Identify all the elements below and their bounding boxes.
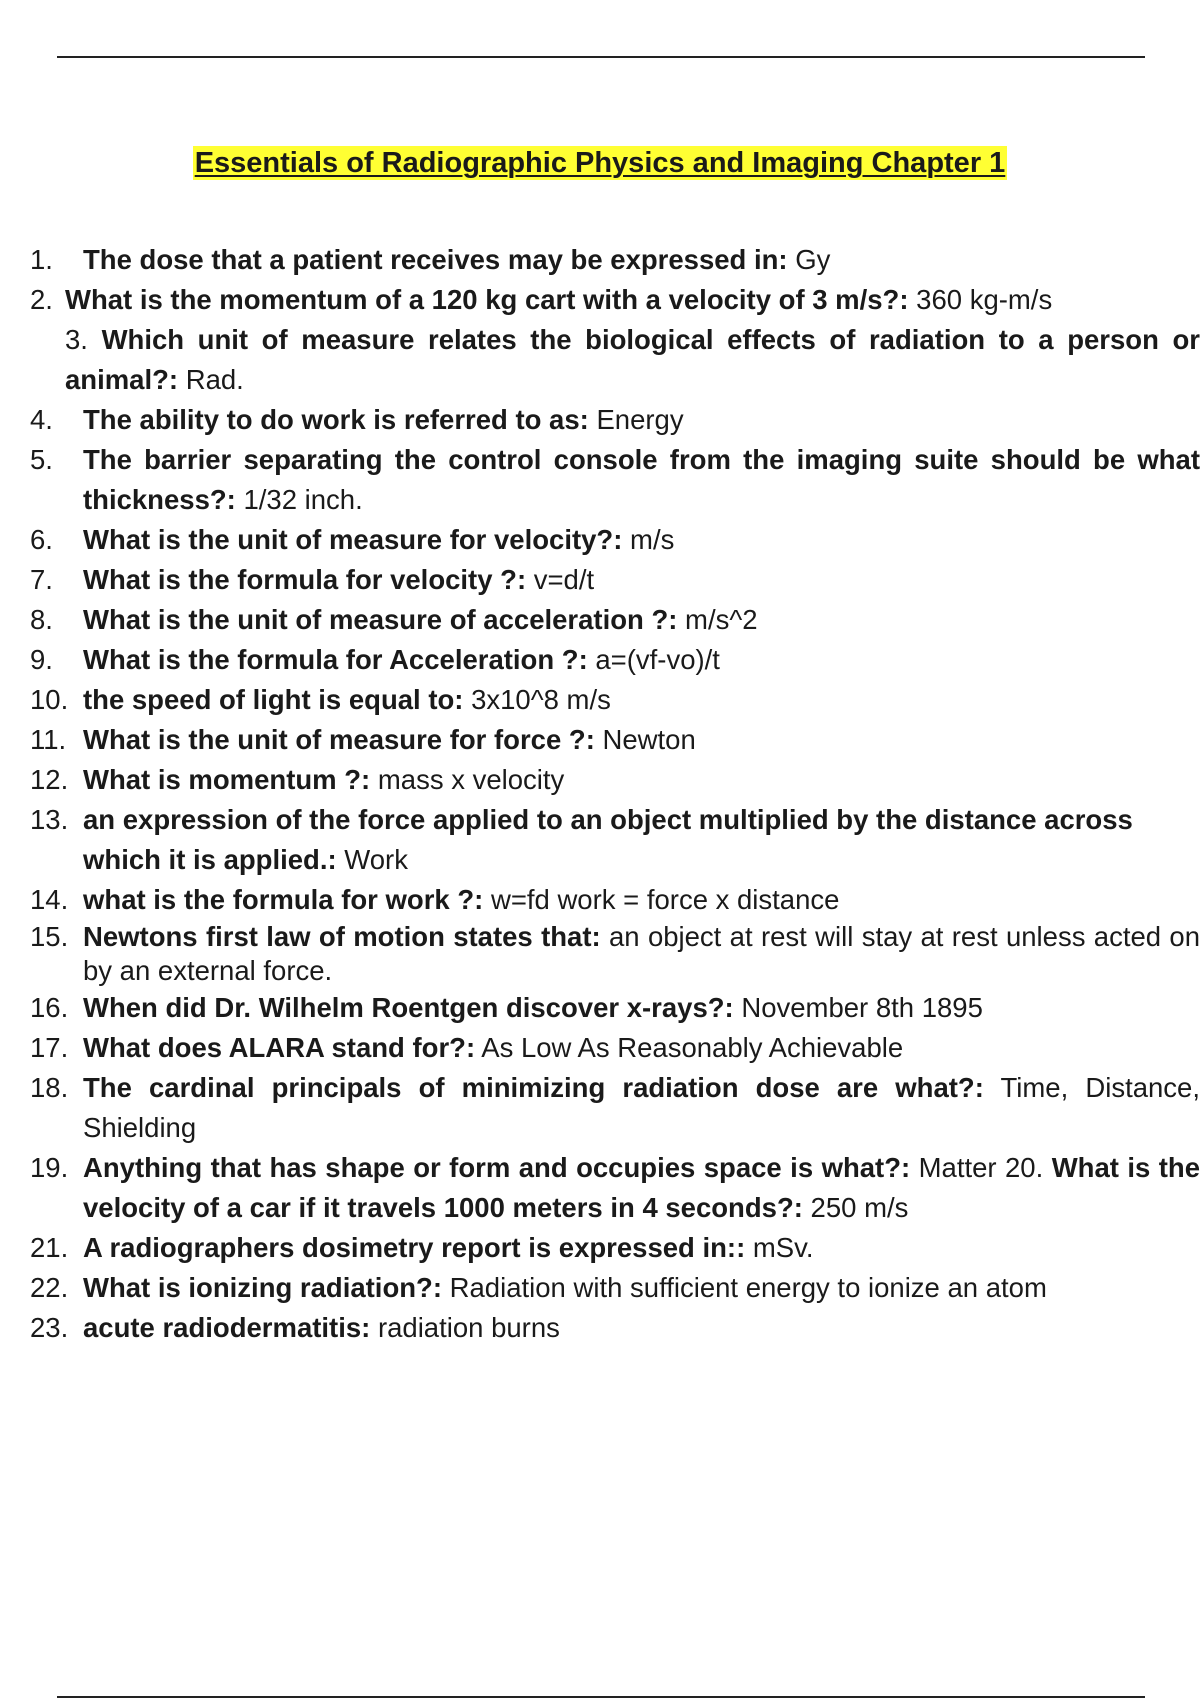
- qa-item-5: [0, 440, 1200, 520]
- answer: mass x velocity: [377, 764, 565, 795]
- qa-item-12: [0, 760, 1200, 800]
- answer: v=d/t: [533, 564, 595, 595]
- qa-list: [0, 240, 1200, 1380]
- question: A radiographers dosimetry report is expressed in::: [83, 1232, 746, 1263]
- answer: Newton: [602, 724, 696, 755]
- item-number: 17.: [30, 1032, 69, 1063]
- item-number: 21.: [30, 1232, 69, 1263]
- answer: m/s^2: [685, 604, 758, 635]
- answer: Time, Distance, Shielding: [83, 1072, 1200, 1143]
- answer: 1/32 inch.: [243, 484, 363, 515]
- qa-item-2: [0, 280, 1200, 320]
- qa-item-4: [0, 400, 1200, 440]
- question: The ability to do work is referred to as:: [83, 404, 589, 435]
- question: What is ionizing radiation?:: [83, 1272, 443, 1303]
- item-number: 6.: [30, 524, 53, 555]
- item-number: 22.: [30, 1272, 69, 1303]
- answer-20: 250 m/s: [810, 1192, 909, 1223]
- qa-item-1: [0, 240, 1200, 280]
- question: an expression of the force applied to an object multiplied by the distance across which it is applied.:: [83, 804, 1133, 875]
- qa-item-6: [0, 520, 1200, 560]
- question: Which unit of measure relates the biological effects of radiation to a person or animal?:: [65, 324, 1200, 395]
- qa-item-16: [0, 988, 1200, 1028]
- qa-item-9: [0, 640, 1200, 680]
- qa-item-19: [0, 1148, 1200, 1228]
- item-number: 2.: [30, 284, 53, 315]
- question: The barrier separating the control console from the imaging suite should be what thickness?:: [83, 444, 1200, 515]
- question: The cardinal principals of minimizing radiation dose are what?:: [83, 1072, 984, 1103]
- item-number: 10.: [30, 684, 69, 715]
- item-number: 1.: [30, 244, 53, 275]
- item-number: 12.: [30, 764, 69, 795]
- item-number: 14.: [30, 884, 69, 915]
- item-number: 7.: [30, 564, 53, 595]
- item-number: 15.: [30, 921, 69, 952]
- answer: As Low As Reasonably Achievable: [481, 1032, 904, 1063]
- qa-item-14: [0, 880, 1200, 920]
- question: What does ALARA stand for?:: [83, 1032, 476, 1063]
- answer: w=fd work = force x distance: [490, 884, 840, 915]
- answer: mSv.: [752, 1232, 814, 1263]
- qa-item-15: [0, 920, 1200, 988]
- item-number: 19.: [30, 1152, 69, 1183]
- answer: 360 kg-m/s: [916, 284, 1053, 315]
- qa-item-23: [0, 1308, 1200, 1348]
- answer: Energy: [596, 404, 684, 435]
- answer: Rad.: [185, 364, 244, 395]
- item-number: 18.: [30, 1072, 69, 1103]
- qa-item-8: [0, 600, 1200, 640]
- question: Newtons first law of motion states that:: [83, 921, 601, 952]
- question: what is the formula for work ?:: [83, 884, 484, 915]
- question: The dose that a patient receives may be expressed in:: [83, 244, 788, 275]
- item-number: 5.: [30, 444, 53, 475]
- question: What is the momentum of a 120 kg cart with a velocity of 3 m/s?:: [65, 284, 909, 315]
- qa-item-10: [0, 680, 1200, 720]
- item-number: 3.: [65, 324, 88, 355]
- item-number: 23.: [30, 1312, 69, 1343]
- question: the speed of light is equal to:: [83, 684, 464, 715]
- qa-item-11: [0, 720, 1200, 760]
- item-number: 8.: [30, 604, 53, 635]
- qa-item-13: [0, 800, 1200, 880]
- question: Anything that has shape or form and occupies space is what?:: [83, 1152, 911, 1183]
- qa-item-22: [0, 1268, 1200, 1308]
- question-20: What is the velocity of a car if it travels 1000 meters in 4 seconds?:: [83, 1152, 1200, 1223]
- question: What is the unit of measure for velocity?:: [83, 524, 623, 555]
- question: acute radiodermatitis:: [83, 1312, 371, 1343]
- item-number: 13.: [30, 804, 69, 835]
- qa-item-18: [0, 1068, 1200, 1148]
- answer: a=(vf-vo)/t: [595, 644, 720, 675]
- question: What is the formula for Acceleration ?:: [83, 644, 588, 675]
- qa-item-7: [0, 560, 1200, 600]
- item-number: 16.: [30, 992, 69, 1023]
- question: What is the unit of measure of acceleration ?:: [83, 604, 678, 635]
- title-block: [0, 146, 1200, 180]
- answer: Matter 20.: [918, 1152, 1044, 1183]
- question: What is momentum ?:: [83, 764, 371, 795]
- bottom-rule: [57, 1696, 1145, 1698]
- answer: November 8th 1895: [741, 992, 983, 1023]
- qa-item-3: [0, 320, 1200, 400]
- question: What is the formula for velocity ?:: [83, 564, 527, 595]
- answer: Radiation with sufficient energy to ionize an atom: [449, 1272, 1047, 1303]
- answer: 3x10^8 m/s: [471, 684, 611, 715]
- answer: Work: [344, 844, 408, 875]
- qa-item-17: [0, 1028, 1200, 1068]
- item-number: 4.: [30, 404, 53, 435]
- question: When did Dr. Wilhelm Roentgen discover x-rays?:: [83, 992, 734, 1023]
- top-rule: [57, 56, 1145, 58]
- item-number: 11.: [30, 724, 67, 755]
- answer: an object at rest will stay at rest unless acted on by an external force.: [83, 921, 1200, 986]
- qa-item-21: [0, 1228, 1200, 1268]
- question: What is the unit of measure for force ?:: [83, 724, 595, 755]
- answer: radiation burns: [377, 1312, 560, 1343]
- answer: m/s: [630, 524, 675, 555]
- answer: Gy: [795, 244, 831, 275]
- document-title: Essentials of Radiographic Physics and Imaging Chapter 1: [194, 147, 1006, 179]
- item-number: 9.: [30, 644, 53, 675]
